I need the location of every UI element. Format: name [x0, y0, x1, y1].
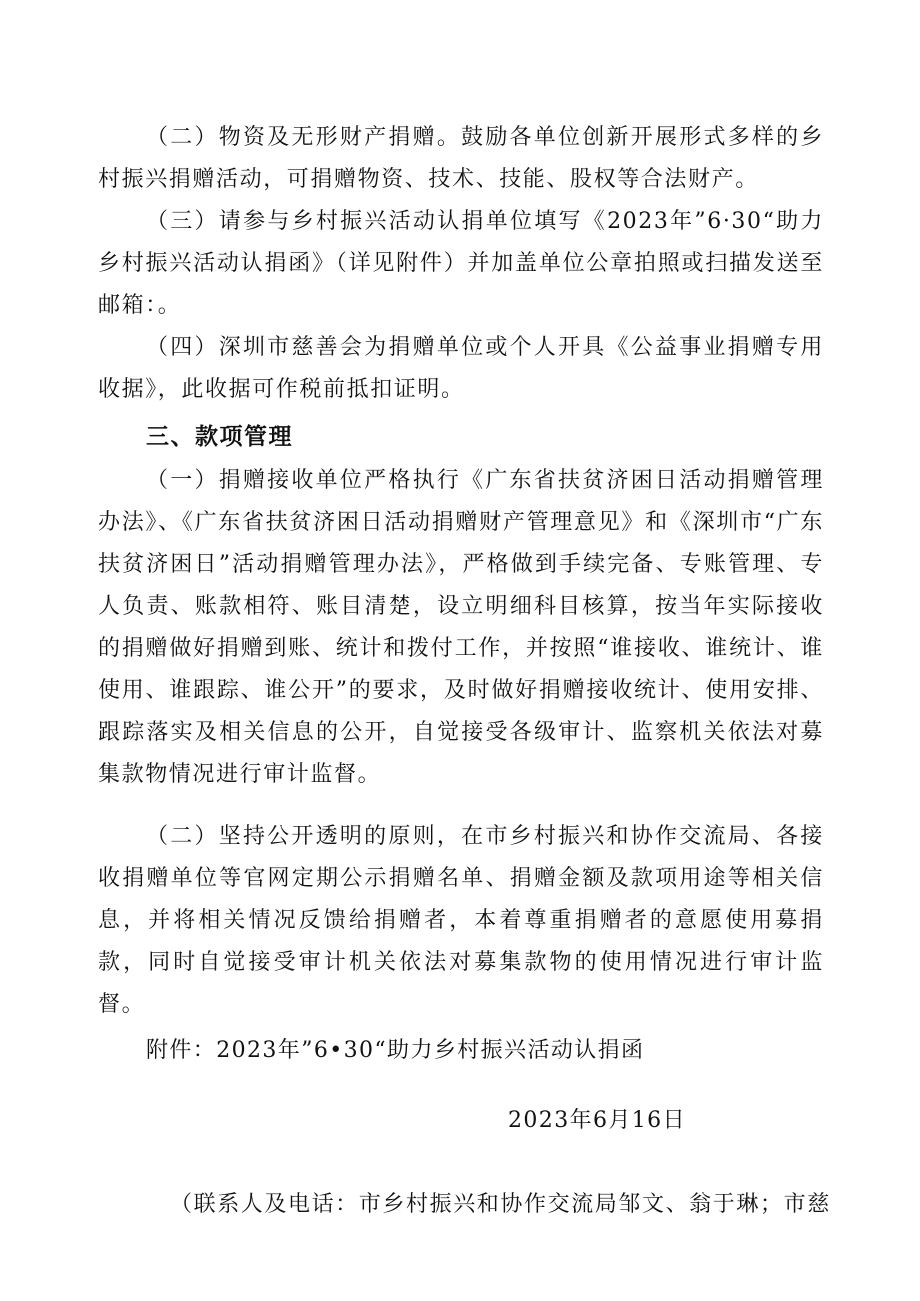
paragraph-donation-management: （一）捐赠接收单位严格执行《广东省扶贫济困日活动捐赠管理办法》、《广东省扶贫济困日活动捐赠财产管理意见》和《深圳市“广东扶贫济困日”活动捐赠管理办法》，严格做到手续完备、专账管理、专人负责、账款相符、账目清楚，设立明细科目核算，按当年实际接收的捐赠做好捐赠到账、统计和拨付工作，并按照“谁接收、谁统计、谁使用、谁跟踪、谁公开”的要求，及时做好捐赠接收统计、使用安排、跟踪落实及相关信息的公开，自觉接受各级审计、监察机关依法对募集款物情况进行审计监督。 — [98, 468, 824, 787]
paragraph-pledge-form: （三）请参与乡村振兴活动认捐单位填写《2023年”6·30“助力乡村振兴活动认捐函》（详见附件）并加盖单位公章拍照或扫描发送至邮箱：。 — [98, 209, 824, 318]
section-heading-fund-management: 三、款项管理 — [146, 424, 293, 450]
document-date: 2023年6月16日 — [508, 1108, 686, 1133]
attachment-line: 附件：2023年”6•30“助力乡村振兴活动认捐函 — [146, 1038, 645, 1063]
paragraph-material-donation: （二）物资及无形财产捐赠。鼓励各单位创新开展形式多样的乡村振兴捐赠活动，可捐赠物资、技术、技能、股权等合法财产。 — [98, 125, 824, 192]
paragraph-receipt: （四）深圳市慈善会为捐赠单位或个人开具《公益事业捐赠专用收据》，此收据可作税前抵扣证明。 — [98, 335, 824, 402]
paragraph-transparency: （二）坚持公开透明的原则，在市乡村振兴和协作交流局、各接收捐赠单位等官网定期公示捐赠名单、捐赠金额及款项用途等相关信息，并将相关情况反馈给捐赠者，本着尊重捐赠者的意愿使用募捐款，同时自觉接受审计机关依法对募集款物的使用情况进行审计监督。 — [98, 824, 824, 1017]
contact-info: （联系人及电话：市乡村振兴和协作交流局邹文、翁于琳；市慈 — [170, 1192, 831, 1217]
